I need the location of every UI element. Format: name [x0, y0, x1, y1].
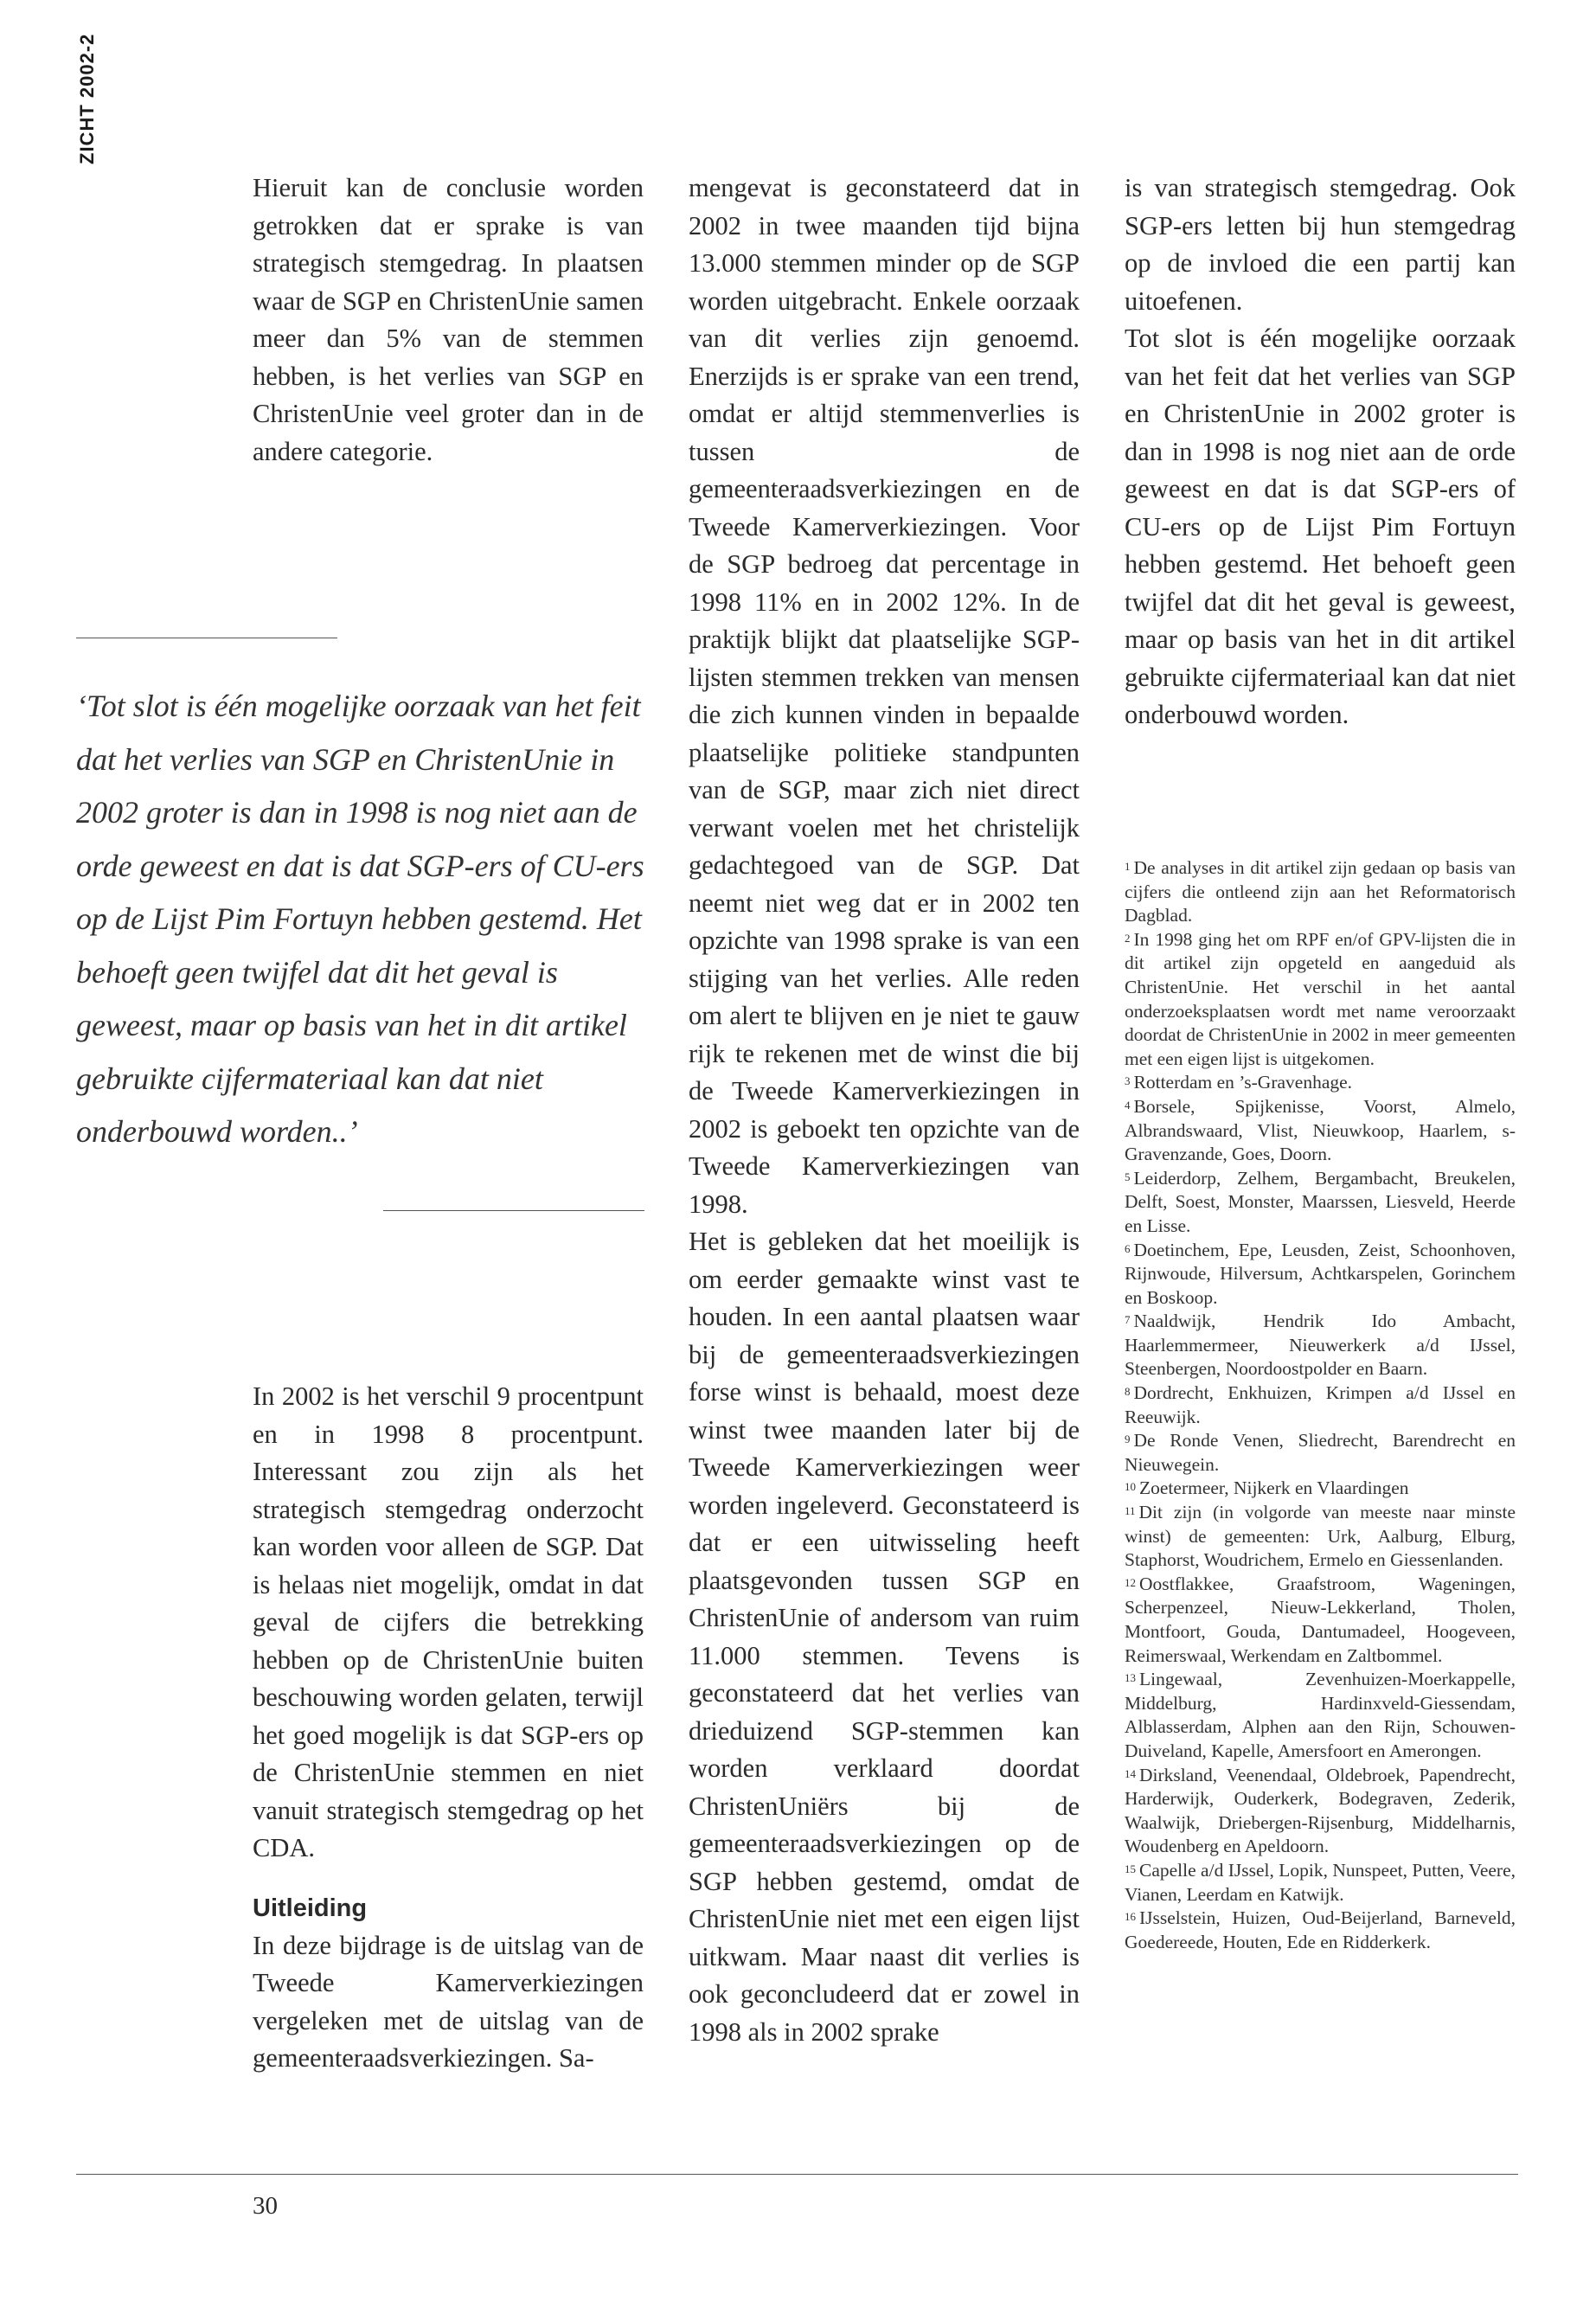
footnote-text: Leiderdorp, Zelhem, Bergambacht, Breukelen, Delft, Soest, Monster, Maarssen, Liesveld, Heerde en Lisse. — [1125, 1167, 1516, 1236]
footnote-number: 9 — [1125, 1433, 1131, 1446]
footnote-number: 10 — [1125, 1480, 1136, 1494]
footnote-text: Naaldwijk, Hendrik Ido Ambacht, Haarlemmermeer, Nieuwerkerk a/d IJssel, Steenbergen, Noordoostpolder en Baarn. — [1125, 1311, 1516, 1380]
footnote-number: 8 — [1125, 1385, 1131, 1399]
pull-quote-text: ‘Tot slot is één mogelijke oorzaak van het feit dat het verlies van SGP en ChristenUnie in 2002 groter is dan in 1998 is nog niet aan de orde geweest en dat is dat SGP-ers of CU-ers op de Lijst Pim Fortuyn hebben gestemd. Het behoeft geen twijfel dat dit het geval is geweest, maar op basis van het in dit artikel gebruikte cijfermateriaal kan dat niet onderbouwd worden..’ — [76, 689, 644, 1149]
footnote-number: 3 — [1125, 1074, 1131, 1088]
footnote-text: Dirksland, Veenendaal, Oldebroek, Papendrecht, Harderwijk, Ouderkerk, Bodegraven, Zederik, Waalwijk, Driebergen-Rijsenburg, Middelharnis, Woudenberg en Apeldoorn. — [1125, 1764, 1516, 1857]
footnote-number: 16 — [1125, 1910, 1136, 1924]
footnote-number: 12 — [1125, 1575, 1136, 1589]
body-paragraph: Hieruit kan de conclusie worden getrokken dat er sprake is van strategisch stemgedrag. In plaatsen waar de SGP en ChristenUnie samen meer dan 5% van de stemmen hebben, is het verlies van SGP en ChristenUnie veel groter dan in de andere categorie. — [253, 173, 644, 466]
footnote — [1125, 928, 1516, 1072]
footnote-text: IJsselstein, Huizen, Oud-Beijerland, Barneveld, Goedereede, Houten, Ede en Ridderkerk. — [1125, 1907, 1516, 1952]
footnote — [1125, 1429, 1516, 1477]
footnote — [1125, 1573, 1516, 1668]
column-1-top — [253, 170, 644, 471]
body-paragraph: mengevat is geconstateerd dat in 2002 in twee maanden tijd bijna 13.000 stemmen minder op de SGP worden uitgebracht. Enkele oorzaak van dit verlies zijn genoemd. Enerzijds is er sprake van een trend, omdat er altijd stemmenverlies is tussen de gemeenteraadsverkiezingen en de Tweede Kamerverkiezingen. Voor de SGP bedroeg dat percentage in 1998 11% en in 2002 12%. In de praktijk blijkt dat plaatselijke SGP-lijsten stemmen trekken van mensen die zich kunnen vinden in bepaalde plaatselijke politieke standpunten van de SGP, maar zich niet direct verwant voelen met het christelijk gedachtegoed van de SGP. Dat neemt niet weg dat er in 2002 ten opzichte van 1998 sprake is van een stijging van het verlies. Alle reden om alert te blijven en je niet te gauw rijk te rekenen met de winst die bij de Tweede Kamerverkiezingen in 2002 is geboekt ten opzichte van de Tweede Kamerverkiezingen van 1998. — [689, 173, 1080, 1219]
footnote-number: 7 — [1125, 1313, 1131, 1327]
footnote-text: Zoetermeer, Nijkerk en Vlaardingen — [1139, 1477, 1409, 1499]
footnote-text: Doetinchem, Epe, Leusden, Zeist, Schoonhoven, Rijnwoude, Hilversum, Achtkarspelen, Gorinchem en Boskoop. — [1125, 1239, 1516, 1308]
column-3 — [1125, 170, 1516, 734]
page-number: 30 — [253, 2192, 278, 2220]
footnote-text: Dordrecht, Enkhuizen, Krimpen a/d IJssel en Reeuwijk. — [1125, 1382, 1516, 1427]
footnote-text: Capelle a/d IJssel, Lopik, Nunspeet, Putten, Veere, Vianen, Leerdam en Katwijk. — [1125, 1859, 1516, 1905]
body-paragraph: In deze bijdrage is de uitslag van de Tweede Kamerverkiezingen vergeleken met de uitslag van de gemeenteraadsverkiezingen. Sa- — [253, 1930, 644, 2073]
footnote-text: Borsele, Spijkenisse, Voorst, Almelo, Albrandswaard, Vlist, Nieuwkoop, Haarlem, s-Gravenzande, Goes, Doorn. — [1125, 1095, 1516, 1165]
footnote-text: Dit zijn (in volgorde van meeste naar minste winst) de gemeenten: Urk, Aalburg, Elburg, Staphorst, Woudrichem, Ermelo en Giessenlanden. — [1125, 1502, 1516, 1571]
footnote-number: 4 — [1125, 1098, 1131, 1112]
footnote — [1125, 1501, 1516, 1573]
footnote-number: 6 — [1125, 1241, 1131, 1255]
column-2 — [689, 170, 1080, 2051]
footer-rule — [76, 2174, 1518, 2175]
footnote — [1125, 1167, 1516, 1239]
footnote — [1125, 1477, 1516, 1501]
pull-quote-rule-bottom — [383, 1210, 644, 1211]
footnote — [1125, 1095, 1516, 1167]
column-1-bottom — [253, 1378, 644, 2078]
body-paragraph: Tot slot is één mogelijke oorzaak van het feit dat het verlies van SGP en ChristenUnie in 2002 groter is dan in 1998 is nog niet aan de orde geweest en dat is dat SGP-ers of CU-ers op de Lijst Pim Fortuyn hebben gestemd. Het behoeft geen twijfel dat dit het geval is geweest, maar op basis van het in dit artikel gebruikte cijfermateriaal kan dat niet onderbouwd worden. — [1125, 324, 1516, 729]
footnote-number: 1 — [1125, 860, 1131, 873]
footnote — [1125, 1764, 1516, 1859]
footnote — [1125, 1907, 1516, 1954]
footnote — [1125, 1381, 1516, 1429]
body-paragraph: is van strategisch stemgedrag. Ook SGP-ers letten bij hun stemgedrag op de invloed die een partij kan uitoefenen. — [1125, 173, 1516, 316]
footnote-text: Oostflakkee, Graafstroom, Wageningen, Scherpenzeel, Nieuw-Lekkerland, Tholen, Montfoort, Gouda, Dantumadeel, Hoogeveen, Reimerswaal, Werkendam en Zaltbommel. — [1125, 1573, 1516, 1666]
section-heading: Uitleiding — [253, 1894, 368, 1922]
footnote — [1125, 1239, 1516, 1311]
footnote — [1125, 1310, 1516, 1381]
footnote — [1125, 856, 1516, 928]
footnote-number: 14 — [1125, 1766, 1136, 1780]
body-paragraph: Het is gebleken dat het moeilijk is om eerder gemaakte winst vast te houden. In een aantal plaatsen waar bij de gemeenteraadsverkiezingen forse winst is behaald, moest deze winst twee maanden later bij de Tweede Kamerverkiezingen weer worden ingeleverd. Geconstateerd is dat er een uitwisseling heeft plaatsgevonden tussen SGP en ChristenUnie of andersom van ruim 11.000 stemmen. Tevens is geconstateerd dat het verlies van drieduizend SGP-stemmen kan worden verklaard doordat ChristenUniërs bij de gemeenteraadsverkiezingen op de SGP hebben gestemd, omdat de ChristenUnie niet met een eigen lijst uitkwam. Maar naast dit verlies is ook geconcludeerd dat er zowel in 1998 als in 2002 sprake — [689, 1227, 1080, 2047]
footnote-number: 11 — [1125, 1504, 1136, 1518]
footnote-number: 5 — [1125, 1170, 1131, 1183]
footnote-text: In 1998 ging het om RPF en/of GPV-lijsten die in dit artikel zijn opgeteld en aangeduid als ChristenUnie. Het verschil in het aantal onderzoeksplaatsen wordt met name veroorzaakt doordat de ChristenUnie in 2002 in meer gemeenten met een eigen lijst is uitgekomen. — [1125, 928, 1516, 1069]
footnote-text: Rotterdam en ’s-Gravenhage. — [1133, 1072, 1353, 1093]
footnote-text: Lingewaal, Zevenhuizen-Moerkappelle, Middelburg, Hardinxveld-Giessendam, Alblasserdam, Alphen aan den Rijn, Schouwen-Duiveland, Kapelle, Amersfoort en Amerongen. — [1125, 1669, 1516, 1761]
footnote — [1125, 1668, 1516, 1763]
body-paragraph: In 2002 is het verschil 9 procentpunt en in 1998 8 procentpunt. Interessant zou zijn als het strategisch stemgedrag onderzocht kan worden voor alleen de SGP. Dat is helaas niet mogelijk, omdat in dat geval de cijfers die betrekking hebben op de ChristenUnie buiten beschouwing worden gelaten, terwijl het goed mogelijk is dat SGP-ers op de ChristenUnie stemmen en niet vanuit strategisch stemgedrag op het CDA. — [253, 1381, 644, 1862]
footnote-text: De Ronde Venen, Sliedrecht, Barendrecht en Nieuwegein. — [1125, 1430, 1516, 1475]
running-head: ZICHT 2002-2 — [76, 33, 98, 164]
footnote-text: De analyses in dit artikel zijn gedaan op basis van cijfers die ontleend zijn aan het Reformatorisch Dagblad. — [1125, 857, 1516, 926]
footnote-number: 2 — [1125, 931, 1131, 945]
footnote — [1125, 1071, 1516, 1095]
pull-quote — [76, 680, 651, 1159]
footnote-number: 13 — [1125, 1671, 1136, 1685]
footnote-number: 15 — [1125, 1862, 1136, 1875]
footnote — [1125, 1859, 1516, 1907]
footnotes — [1125, 856, 1516, 1954]
